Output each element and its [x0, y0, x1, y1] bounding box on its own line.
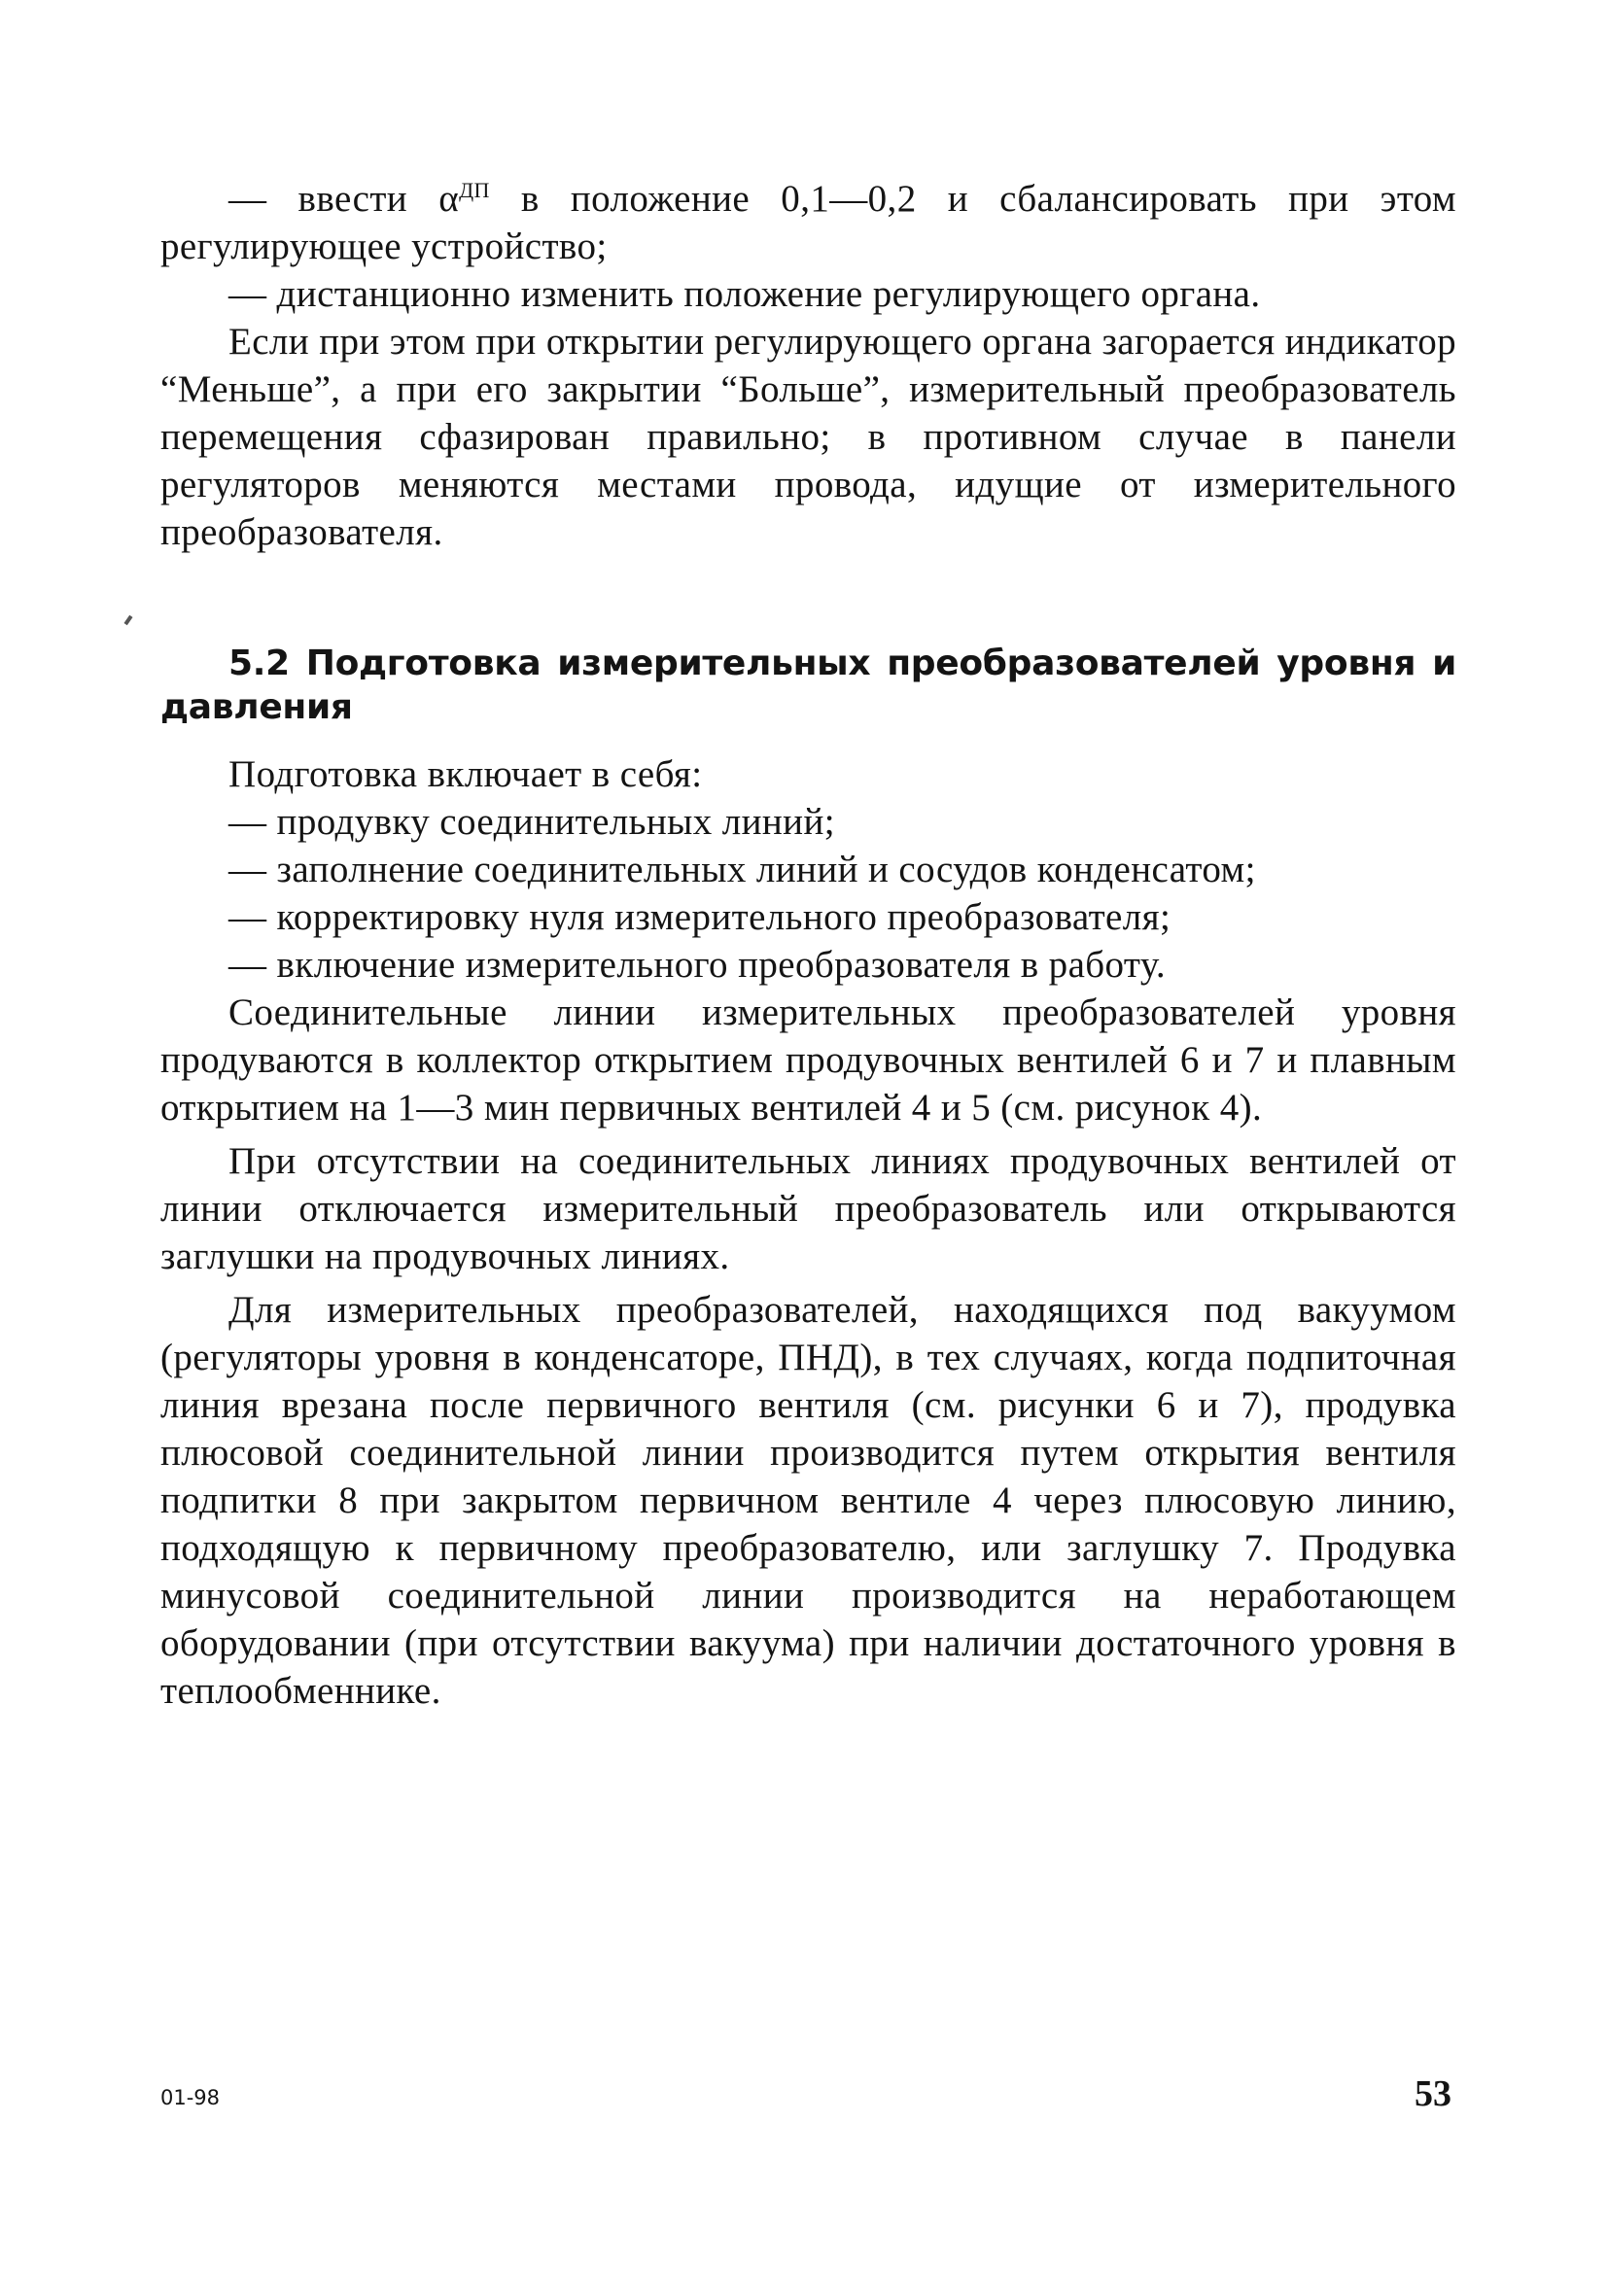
body-paragraph: При отсутствии на соединительных линиях продувочных вентилей от линии отключается измерительный преобразователь или открываются заглушки на продувочных линиях.: [160, 1140, 1456, 1277]
list-item: — включение измерительного преобразователя в работу.: [228, 944, 1166, 986]
footer-code: 01-98: [160, 2086, 221, 2109]
instruction-item-2: — дистанционно изменить положение регулирующего органа.: [228, 273, 1261, 315]
body-paragraph: Для измерительных преобразователей, находящихся под вакуумом (регуляторы уровня в конденсаторе, ПНД), в тех случаях, когда подпиточная линия врезана после первичного вентиля (см. рисунки 6 и 7), продувка плюсовой соединительной линии производится путем открытия вентиля подпитки 8 при закрытом первичном вентиле 4 через плюсовую линию, подходящую к первичному преобразователю, или заглушку 7. Продувка минусовой соединительной линии производится на неработающем оборудовании (при отсутствии вакуума) при наличии достаточного уровня в теплообменнике.: [160, 1289, 1456, 1712]
section-intro: Подготовка включает в себя:: [228, 753, 703, 795]
instruction-item-1-end: в положение 0,1—0,2 и сбалансировать при этом регулирующее устройство;: [160, 178, 1456, 267]
list-item: — продувку соединительных линий;: [228, 801, 835, 843]
list-item: — корректировку нуля измерительного преобразователя;: [228, 896, 1171, 938]
instruction-item-1-start: — ввести α: [228, 178, 460, 220]
alpha-superscript: ДП: [459, 178, 490, 202]
list-item: — заполнение соединительных линий и сосудов конденсатом;: [228, 849, 1256, 890]
instruction-item-1: [160, 175, 1456, 270]
scan-speck: [123, 615, 132, 625]
phasing-paragraph: Если при этом при открытии регулирующего органа загорается индикатор “Меньше”, а при его закрытии “Больше”, измерительный преобразователь перемещения сфазирован правильно; в противном случае в панели регуляторов меняются местами провода, идущие от измерительного преобразователя.: [160, 321, 1456, 553]
section-heading: 5.2 Подготовка измерительных преобразователей уровня и давления: [160, 644, 1456, 727]
page-number: 53: [1415, 2073, 1451, 2114]
document-page: [160, 175, 1456, 1715]
body-paragraph: Соединительные линии измерительных преобразователей уровня продуваются в коллектор открытием продувочных вентилей 6 и 7 и плавным открытием на 1—3 мин первичных вентилей 4 и 5 (см. рисунок 4).: [160, 991, 1456, 1129]
